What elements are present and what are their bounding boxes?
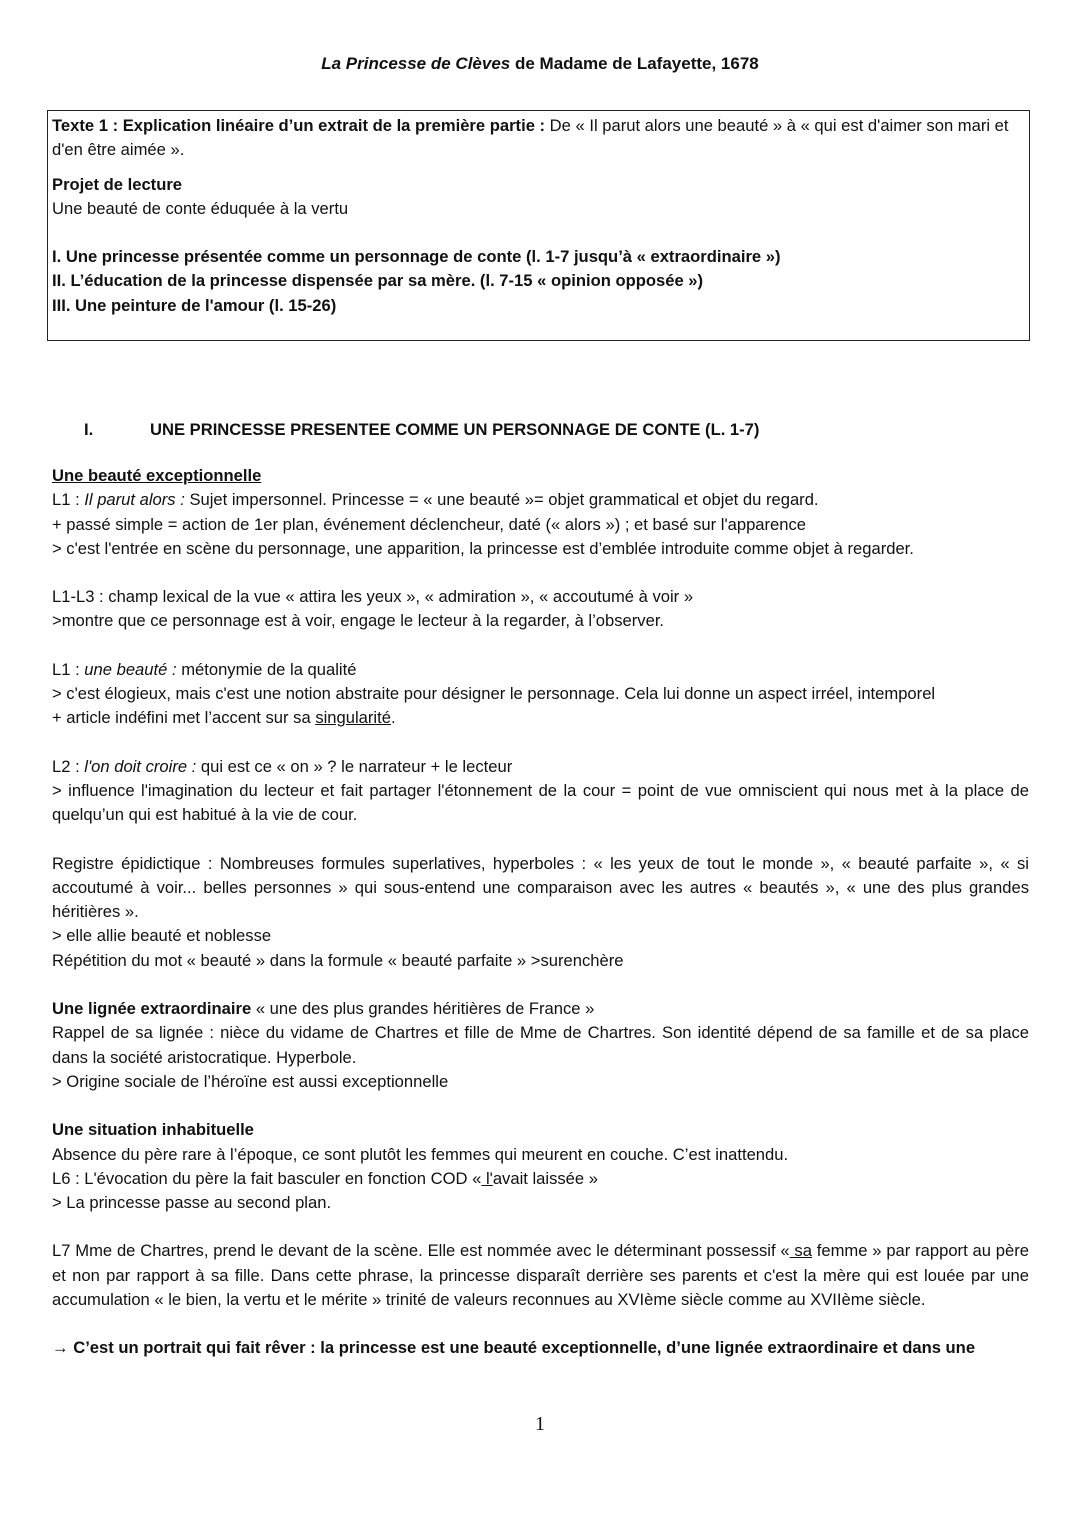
texte-rest: De « Il parut alors une beauté » à « qui est d'aimer son mari et d'en être aimée ».: [52, 116, 1009, 160]
paragraph-4: L2 : l'on doit croire : qui est ce « on » ? le narrateur + le lecteur > influence l'imagination du lecteur et fait partager l'étonnement de la cour = point de vue omniscient qui nous met à la place de quelqu’un qui est habitué à la vie de cour.: [52, 756, 1029, 825]
document-body: [52, 464, 1029, 1361]
page-number: 1: [535, 1413, 545, 1435]
paragraph-1: L1 : Il parut alors : Sujet impersonnel. Princesse = « une beauté »= objet grammatical et objet du regard. + passé simple = action de 1er plan, événement déclencheur, daté (« alors ») ; et basé sur l'apparence > c'est l'entrée en scène du personnage, une apparition, la princesse est d’emblée introduite comme objet à regarder.: [52, 490, 914, 558]
subheading-lignee: Une lignée extraordinaire: [52, 999, 252, 1019]
paragraph-5: Registre épidictique : Nombreuses formules superlatives, hyperboles : « les yeux de tout le monde », « beauté parfaite », « si accoutumé à voir... belles personnes » qui sous-entend une comparaison avec les autres « beautés », « une des plus grandes héritières ». > elle allie beauté et noblesse Répétition du mot « beauté » dans la formule « beauté parfaite » >surenchère: [52, 853, 1029, 970]
texte-line: [52, 114, 1025, 163]
header-title-rest: de Madame de Lafayette, 1678: [510, 54, 759, 73]
paragraph-lignee: Une lignée extraordinaire « une des plus grandes héritières de France » Rappel de sa lignée : nièce du vidame de Chartres et fille de Mme de Chartres. Son identité dépend de sa famille et de sa place dans la société aristocratique. Hyperbole. > Origine sociale de l’héroïne est aussi exceptionnelle: [52, 999, 1029, 1091]
section-title-text: UNE PRINCESSE PRESENTEE COMME UN PERSONNAGE DE CONTE (L. 1-7): [150, 420, 760, 439]
summary-box: [47, 110, 1030, 341]
plan-item-3: III. Une peinture de l'amour (l. 15-26): [52, 295, 337, 315]
paragraph-8: L7 Mme de Chartres, prend le devant de la scène. Elle est nommée avec le déterminant possessif « sa femme » par rapport au père et non par rapport à sa fille. Dans cette phrase, la princesse disparaît derrière ses parents et c'est la mère qui est louée par une accumulation « le bien, la vertu et le mérite » trinité de valeurs reconnues au XVIème siècle comme au XVIIème siècle.: [52, 1241, 1029, 1310]
document-header: [0, 52, 1080, 76]
subheading-situation: Une situation inhabituelle: [52, 1120, 254, 1140]
paragraph-3: L1 : une beauté : métonymie de la qualité > c'est élogieux, mais c'est une notion abstraite pour désigner le personnage. Cela lui donne un aspect irréel, intemporel + article indéfini met l’accent sur sa singularité.: [52, 659, 936, 728]
section-heading: [84, 418, 759, 442]
section-number: I.: [84, 420, 94, 439]
projet-text: Une beauté de conte éduquée à la vertu: [52, 198, 349, 218]
paragraph-2: L1-L3 : champ lexical de la vue « attira les yeux », « admiration », « accoutumé à voir » >montre que ce personnage est à voir, engage le lecteur à la regarder, à l’observer.: [52, 587, 694, 631]
conclusion-line: → C’est un portrait qui fait rêver : la princesse est une beauté exceptionnelle, d’une lignée extraordinaire et dans une: [52, 1338, 976, 1358]
paragraph-situation: Une situation inhabituelle Absence du père rare à l’époque, ce sont plutôt les femmes qui meurent en couche. C’est inattendu. L6 : L'évocation du père la fait basculer en fonction COD « l'avait laissée » > La princesse passe au second plan.: [52, 1120, 789, 1213]
projet-label: Projet de lecture: [52, 174, 183, 194]
texte-label: Texte 1 : Explication linéaire d’un extrait de la première partie :: [52, 116, 546, 135]
subheading-beaute: Une beauté exceptionnelle: [52, 466, 262, 485]
plan-item-1: I. Une princesse présentée comme un personnage de conte (l. 1-7 jusqu’à « extraordinaire »): [52, 247, 781, 267]
plan-item-2: II. L’éducation de la princesse dispensée par sa mère. (l. 7-15 « opinion opposée »): [52, 271, 704, 291]
header-title-italic: La Princesse de Clèves: [321, 54, 511, 73]
